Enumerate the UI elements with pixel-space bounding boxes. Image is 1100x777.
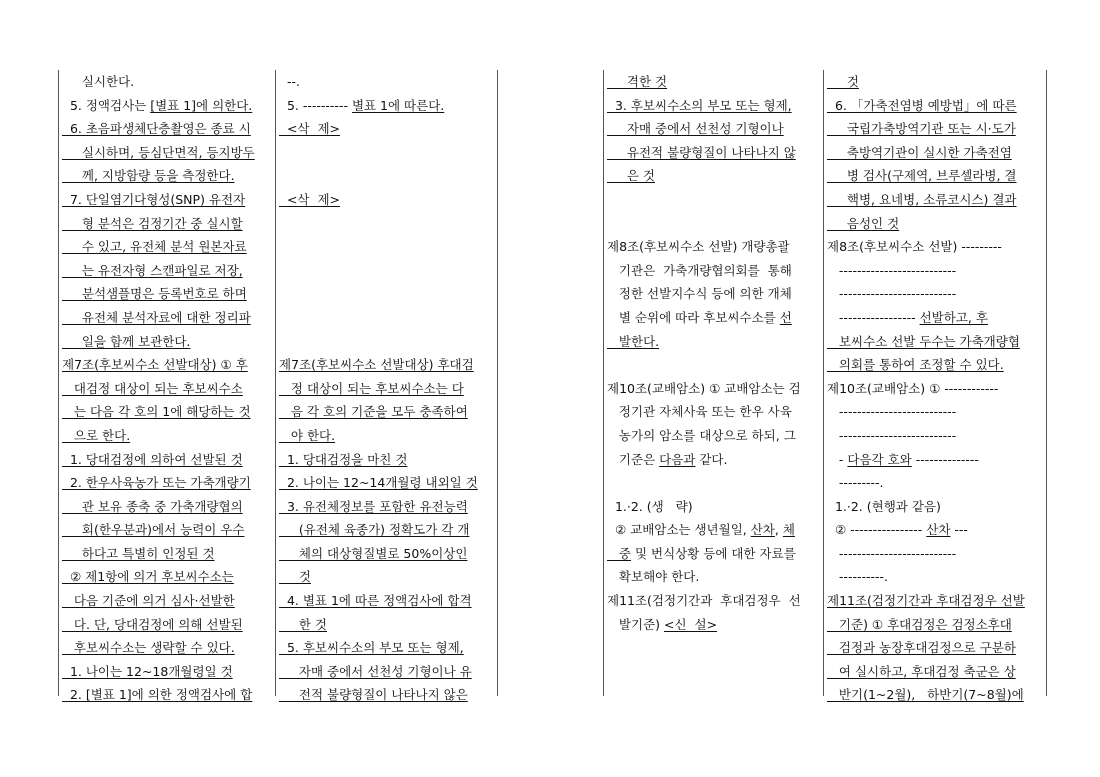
text-line [279,212,495,236]
text-line [62,424,274,448]
line-text: 께, 지방함량 등을 측정한다. [62,168,235,184]
text-line [607,424,821,448]
line-text-emphasis: 다음과 [659,451,696,467]
line-text: 병 검사(구제역, 브루셀라병, 결 [827,168,1017,184]
text-line [827,660,1045,684]
line-text: 으로 한다. [62,427,131,443]
text-line [607,70,821,94]
text-line [62,259,274,283]
line-text: 보씨수소 선발 두수는 가축개량협 [827,333,1020,349]
line-text: 일을 함께 보관한다. [62,333,191,349]
text-line [827,117,1045,141]
line-text: 별 순위에 따라 후보씨수소를 [607,309,780,325]
line-text: 회(한우분과)에서 능력이 우수 [62,522,245,538]
line-text-tail: 같다. [695,451,728,467]
line-text: ② 제1항에 의거 후보씨수소는 [62,569,234,585]
text-line [279,660,495,684]
line-text: 발기준) [607,616,664,632]
text-line [62,282,274,306]
line-text-emphasis: 산차 [750,522,775,538]
text-line [607,235,821,259]
line-text: --. [279,74,300,89]
line-text-emphasis: <신 설> [664,616,718,632]
line-text-tail: , [774,522,783,538]
text-line [279,164,495,188]
line-text: 음성인 것 [827,215,900,231]
revised-text-column-right [827,70,1045,707]
text-line [827,495,1045,519]
text-line [279,589,495,613]
line-text: 국립가축방역기관 또는 시·도가 [827,121,1016,137]
line-text: 5. ---------- [279,97,352,113]
text-line [607,542,821,566]
line-text: 확보해야 한다. [607,569,700,585]
text-line [827,188,1045,212]
text-line [827,330,1045,354]
line-text: 3. 유전체정보를 포함한 유전능력 [279,498,468,514]
line-text: 실시한다. [62,74,135,89]
text-line [62,164,274,188]
text-line [827,683,1045,707]
text-line [827,613,1045,637]
text-line [607,282,821,306]
text-line [607,377,821,401]
text-line [279,448,495,472]
line-text-emphasis: 및 번식상황 등에 대한 자료를 [631,545,796,561]
line-text: -------------------------- [827,262,957,278]
line-text: 기관은 가축개량협의회를 통해 [607,262,792,278]
line-text: 격한 것 [607,74,668,89]
text-line [62,660,274,684]
text-line [827,424,1045,448]
text-line [827,471,1045,495]
line-text-emphasis: 별표 1에 따른다. [351,97,445,113]
line-text: 것 [279,569,311,585]
text-line [607,330,821,354]
line-text: 1. 당대검정에 의하여 선발된 것 [62,451,243,467]
line-text-emphasis: 선 [779,309,792,325]
line-text: -------------------------- [827,427,957,443]
line-text: (유전체 육종가) 정확도가 각 개 [279,522,470,538]
col1-left-border [58,70,59,696]
text-line [62,565,274,589]
text-line [827,353,1045,377]
text-line [62,495,274,519]
text-line [62,589,274,613]
line-text: 자매 중에서 선천성 기형이나 유 [279,663,472,679]
line-text: 는 다음 각 호의 1에 해당하는 것 [62,404,251,420]
text-line [827,306,1045,330]
text-line [607,565,821,589]
text-line [279,70,495,94]
text-line [279,471,495,495]
line-text: 제11조(검정기간과 후대검정우 선발 [827,593,1025,609]
text-line [607,306,821,330]
text-line [607,471,821,495]
text-line [279,377,495,401]
line-text: ---------. [827,475,884,491]
text-line [607,400,821,424]
text-line [62,542,274,566]
line-text-emphasis: [별표 1]에 의한다. [150,97,253,113]
text-line [607,188,821,212]
col2-right-border [497,70,498,696]
line-text: 발한다. [607,333,660,349]
text-line [62,235,274,259]
text-line [607,613,821,637]
line-text: 다. 단, 당대검정에 의해 선발된 [62,616,243,632]
text-line [62,141,274,165]
text-line [827,94,1045,118]
line-text: 분석샘플명은 등록번호로 하며 [62,286,247,302]
text-line [279,400,495,424]
line-text: 축방역기관이 실시한 가축전염 [827,144,1012,160]
text-line [827,636,1045,660]
line-text: 반기(1~2월), 하반기(7~8월)에 [827,687,1024,703]
line-text: 정 대상이 되는 후보씨수소는 다 [279,380,464,396]
line-text: 유전적 불량형질이 나타나지 않 [607,144,796,160]
line-text: -------------------------- [827,286,957,302]
text-line [279,94,495,118]
col1-col2-divider [275,70,276,696]
text-line [62,400,274,424]
line-text-emphasis: 선발하고, 후 [919,309,988,325]
line-text: 다음 기준에 의거 심사·선발한 [62,593,235,609]
line-text: 1.·2. (생 략) [607,498,693,514]
line-text: 2. 나이는 12~14개월령 내외일 것 [279,475,478,491]
line-text: 기준은 [607,451,660,467]
text-line [827,589,1045,613]
line-text: 3. 후보씨수소의 부모 또는 형제, [607,97,792,113]
text-line [607,589,821,613]
text-line [279,518,495,542]
line-text: ② ---------------- [827,522,927,538]
line-text: 정기관 자체사육 또는 한우 사육 [607,404,792,420]
text-line [279,424,495,448]
text-line [827,70,1045,94]
text-line [62,188,274,212]
line-text: 핵병, 요네병, 소류코시스) 결과 [827,191,1017,207]
line-text: 유전체 분석자료에 대한 정리파 [62,309,251,325]
line-text: 정한 선발지수식 등에 의한 개체 [607,286,792,302]
line-text: 1. 당대검정을 마친 것 [279,451,408,467]
text-line [279,259,495,283]
text-line [827,377,1045,401]
current-text-column-right [607,70,821,636]
line-text: 후보씨수소는 생략할 수 있다. [62,640,235,656]
line-text: 대검정 대상이 되는 후보씨수소 [62,380,243,396]
text-line [607,164,821,188]
text-line [279,141,495,165]
text-line [827,282,1045,306]
text-line [62,636,274,660]
line-text: 한 것 [279,616,327,632]
line-text: 5. 정액검사는 [62,97,151,113]
line-text: ----------. [827,569,888,585]
col3-col4-divider [823,70,824,696]
text-line [279,117,495,141]
col3-left-border [603,70,604,696]
text-line [827,235,1045,259]
text-line [62,613,274,637]
revised-text-column-left [279,70,495,707]
text-line [279,306,495,330]
line-text: 전적 불량형질이 나타나지 않은 [279,687,468,703]
line-text: 실시하며, 등심단면적, 등지방두 [62,144,255,160]
text-line [279,235,495,259]
line-text: <삭 제> [279,191,340,207]
line-text-tail: -------------- [911,451,979,467]
text-line [279,188,495,212]
line-text: 1.·2. (현행과 같음) [827,498,941,514]
text-line [279,282,495,306]
text-line [279,542,495,566]
text-line [62,377,274,401]
line-text: 은 것 [607,168,655,184]
line-text: 제7조(후보씨수소 선발대상) 후대검 [279,357,474,373]
text-line [62,306,274,330]
line-text-emphasis: 산차 [926,522,951,538]
line-text: 자매 중에서 선천성 기형이나 [607,121,784,137]
line-text: 수 있고, 유전체 분석 원본자료 [62,239,247,255]
text-line [62,471,274,495]
line-text: 6. 「가축전염병 예방법」에 따른 [827,97,1017,113]
line-text: 2. 한우사육농가 또는 가축개량기 [62,475,251,491]
text-line [62,117,274,141]
text-line [827,164,1045,188]
text-line [827,518,1045,542]
text-line [607,117,821,141]
text-line [607,141,821,165]
current-text-column-left [62,70,274,707]
text-line [279,353,495,377]
text-line [827,565,1045,589]
text-line [607,353,821,377]
text-line [62,353,274,377]
text-line [62,94,274,118]
text-line [279,330,495,354]
text-line [62,448,274,472]
text-line [607,259,821,283]
line-text-emphasis: 다음각 호와 [847,451,912,467]
text-line [607,495,821,519]
line-text: 의회를 통하여 조정할 수 있다. [827,357,1004,373]
line-text: 제7조(후보씨수소 선발대상) ① 후 [62,357,248,373]
text-line [607,212,821,236]
line-text: 중 [607,545,631,561]
text-line [607,448,821,472]
line-text: 제8조(후보씨수소 선발) --------- [827,239,1002,255]
line-text: 검정과 농장후대검정으로 구분하 [827,640,1016,656]
line-text: 하다고 특별히 인정된 것 [62,545,215,561]
line-text-end: 체 [782,522,795,538]
line-text: -------------------------- [827,545,957,561]
line-text: 6. 초음파생체단층촬영은 종료 시 [62,121,251,137]
line-text: 4. 별표 1에 따른 정액검사에 합격 [279,593,472,609]
text-line [827,542,1045,566]
text-line [279,495,495,519]
line-text: 야 한다. [279,427,336,443]
col4-right-border [1046,70,1047,696]
line-text: <삭 제> [279,121,340,137]
text-line [827,212,1045,236]
line-text: 제10조(교배암소) ① ------------ [827,380,999,396]
line-text: 2. [별표 1]에 의한 정액검사에 합 [62,687,253,703]
text-line [607,94,821,118]
line-text: 제10조(교배암소) ① 교배암소는 검 [607,380,801,396]
text-line [62,330,274,354]
text-line [827,448,1045,472]
line-text: ----------------- [827,309,920,325]
line-text: 체의 대상형질별로 50%이상인 [279,545,468,561]
line-text: 1. 나이는 12~18개월령일 것 [62,663,233,679]
line-text: 관 보유 종축 중 가축개량협의 [62,498,243,514]
line-text: 기준) ① 후대검정은 검정소후대 [827,616,1012,632]
line-text: 는 유전자형 스캔파일로 저장, [62,262,243,278]
text-line [279,636,495,660]
text-line [827,400,1045,424]
line-text: - [827,451,848,467]
text-line [279,683,495,707]
text-line [62,70,274,94]
line-text: 제8조(후보씨수소 선발) 개량총괄 [607,239,790,255]
line-text: -------------------------- [827,404,957,420]
line-text: 7. 단일염기다형성(SNP) 유전자 [62,191,246,207]
line-text: 여 실시하고, 후대검정 축군은 상 [827,663,1016,679]
line-text: 음 각 호의 기준을 모두 충족하여 [279,404,468,420]
line-text: 것 [827,74,859,89]
text-line [279,565,495,589]
line-text: 제11조(검정기간과 후대검정우 선 [607,593,801,609]
line-text: ② 교배암소는 생년월일, [607,522,751,538]
text-line [827,259,1045,283]
text-line [827,141,1045,165]
text-line [62,212,274,236]
line-text: 농가의 암소를 대상으로 하되, 그 [607,427,796,443]
line-text-tail: --- [950,522,968,538]
line-text: 5. 후보씨수소의 부모 또는 형제, [279,640,464,656]
text-line [62,683,274,707]
text-line [279,613,495,637]
line-text: 형 분석은 검정기간 중 실시할 [62,215,243,231]
text-line [607,518,821,542]
text-line [62,518,274,542]
